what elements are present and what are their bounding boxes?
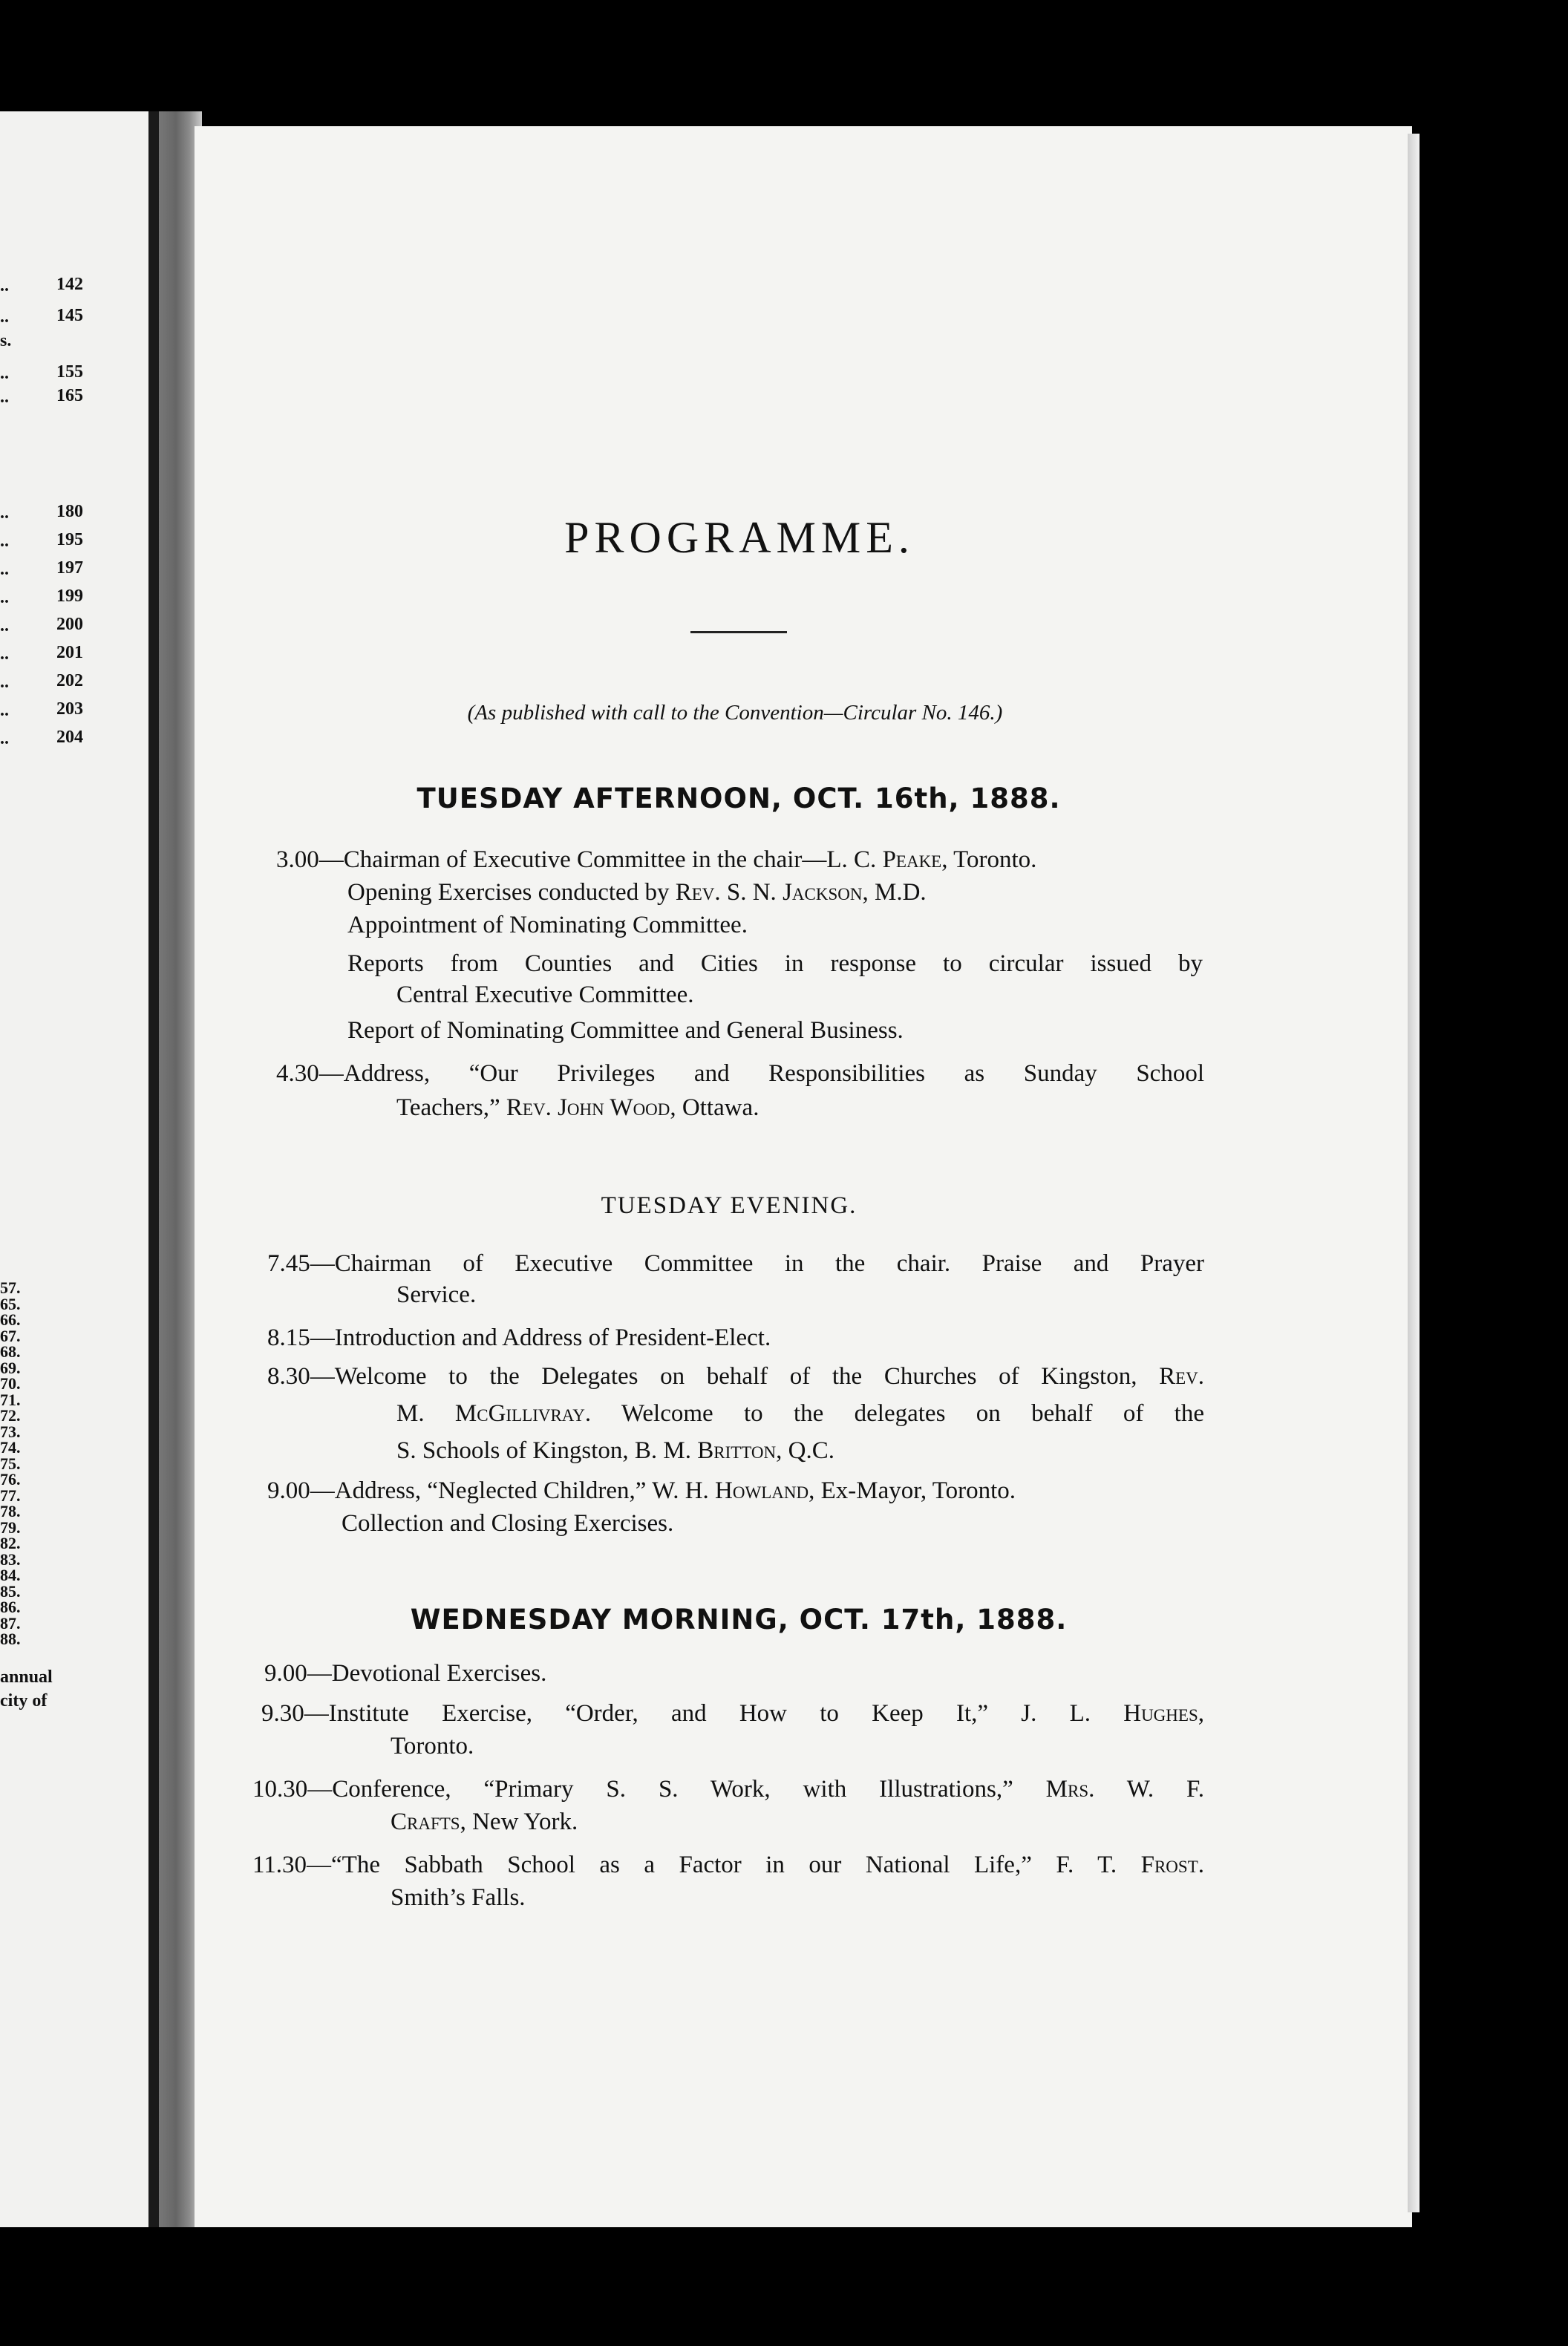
left-page-tail-number: 71.	[0, 1390, 21, 1409]
programme-line: Crafts, New York.	[391, 1808, 578, 1835]
left-page-number: 195	[56, 530, 83, 549]
programme-line: Collection and Closing Exercises.	[342, 1510, 674, 1537]
leader-dots: ..	[0, 307, 9, 327]
section-heading: TUESDAY EVENING.	[601, 1192, 858, 1219]
left-page-tail-number: 78.	[0, 1502, 21, 1520]
page-title: PROGRAMME.	[564, 513, 915, 562]
section-heading: TUESDAY AFTERNOON, OCT. 16th, 1888.	[416, 782, 1061, 814]
left-page-number: 180	[56, 502, 83, 521]
programme-line: Central Executive Committee.	[396, 981, 694, 1008]
title-rule	[690, 631, 787, 633]
left-page-number: 200	[56, 615, 83, 634]
programme-line: 3.00—Chairman of Executive Committee in the chair—L. C. Peake, Toronto.	[276, 846, 1037, 873]
left-page-fragment: city of	[0, 1691, 48, 1711]
programme-line: 10.30—Conference, “Primary S. S. Work, with Illustrations,” Mrs. W. F.	[252, 1776, 1204, 1803]
left-page-number: 197	[56, 558, 83, 578]
leader-dots: ..	[0, 388, 9, 407]
programme-line: Opening Exercises conducted by Rev. S. N. Jackson, M.D.	[347, 879, 927, 906]
left-page-tail-number: 65.	[0, 1294, 21, 1313]
programme-line: 8.30—Welcome to the Delegates on behalf of the Churches of Kingston, Rev.	[267, 1363, 1204, 1390]
programme-line: Smith’s Falls.	[391, 1884, 526, 1911]
left-page-tail-number: 79.	[0, 1517, 21, 1537]
left-page-fragment: annual	[0, 1667, 53, 1687]
programme-line: 8.15—Introduction and Address of President-Elect.	[267, 1324, 771, 1351]
left-page-number: 155	[56, 362, 83, 382]
left-page-tail-number: 67.	[0, 1326, 21, 1345]
left-page-fragment: s.	[0, 331, 12, 350]
left-page-tail-number: 75.	[0, 1454, 21, 1473]
programme-line: 9.00—Devotional Exercises.	[264, 1660, 547, 1687]
left-page-tail-number: 86.	[0, 1598, 21, 1616]
programme-line: 7.45—Chairman of Executive Committee in the chair. Praise and Prayer	[267, 1250, 1204, 1277]
leader-dots: ..	[0, 503, 9, 523]
publication-note: (As published with call to the Convention—Circular No. 146.)	[467, 701, 1003, 725]
leader-dots: ..	[0, 616, 9, 635]
programme-line: 4.30—Address, “Our Privileges and Responsibilities as Sunday School	[276, 1060, 1204, 1087]
left-page-tail-number: 72.	[0, 1406, 21, 1425]
left-page-number: 145	[56, 306, 83, 325]
left-page-number: 202	[56, 671, 83, 690]
programme-line: Service.	[396, 1281, 477, 1308]
left-page-number: 165	[56, 386, 83, 405]
programme-line: M. McGillivray. Welcome to the delegates on behalf of the	[396, 1400, 1204, 1427]
leader-dots: ..	[0, 729, 9, 748]
left-page-tail-number: 84.	[0, 1566, 21, 1584]
left-page-number: 142	[56, 275, 83, 294]
left-page-tail-number: 73.	[0, 1422, 21, 1441]
leader-dots: ..	[0, 276, 9, 295]
programme-line: Appointment of Nominating Committee.	[347, 912, 748, 938]
leader-dots: ..	[0, 588, 9, 607]
leader-dots: ..	[0, 560, 9, 579]
leader-dots: ..	[0, 532, 9, 551]
programme-line: Toronto.	[391, 1733, 474, 1760]
left-page-tail-number: 57.	[0, 1278, 21, 1297]
left-page-number: 201	[56, 643, 83, 662]
left-page-number: 204	[56, 728, 83, 747]
leader-dots: ..	[0, 673, 9, 692]
left-page-tail-number: 70.	[0, 1374, 21, 1393]
left-page-tail-number: 69.	[0, 1358, 21, 1377]
programme-line: 9.30—Institute Exercise, “Order, and How to Keep It,” J. L. Hughes,	[261, 1700, 1204, 1727]
programme-line: Reports from Counties and Cities in response to circular issued by	[347, 950, 1203, 977]
leader-dots: ..	[0, 364, 9, 383]
left-page-tail-number: 82.	[0, 1534, 21, 1552]
programme-line: Report of Nominating Committee and General Business.	[347, 1017, 904, 1044]
leader-dots: ..	[0, 701, 9, 720]
programme-line: 9.00—Address, “Neglected Children,” W. H. Howland, Ex-Mayor, Toronto.	[267, 1477, 1016, 1504]
section-heading: WEDNESDAY MORNING, OCT. 17th, 1888.	[410, 1604, 1068, 1636]
left-page-tail-number: 66.	[0, 1310, 21, 1329]
programme-line: S. Schools of Kingston, B. M. Britton, Q.C.	[396, 1437, 834, 1464]
programme-line: Teachers,” Rev. John Wood, Ottawa.	[396, 1094, 760, 1121]
left-page-number: 199	[56, 586, 83, 606]
left-page-tail-number: 87.	[0, 1613, 21, 1633]
left-page-number: 203	[56, 699, 83, 719]
programme-line: 11.30—“The Sabbath School as a Factor in our National Life,” F. T. Frost.	[252, 1852, 1204, 1878]
left-facing-page	[0, 111, 165, 2227]
programme-page	[195, 126, 1412, 2227]
left-page-tail-number: 77.	[0, 1486, 21, 1505]
leader-dots: ..	[0, 644, 9, 664]
left-page-tail-number: 68.	[0, 1342, 21, 1361]
left-page-tail-number: 88.	[0, 1630, 21, 1648]
left-page-tail-number: 76.	[0, 1470, 21, 1489]
page-edge	[1408, 134, 1420, 2212]
left-page-tail-number: 83.	[0, 1549, 21, 1569]
left-page-tail-number: 85.	[0, 1581, 21, 1601]
left-page-tail-number: 74.	[0, 1438, 21, 1457]
